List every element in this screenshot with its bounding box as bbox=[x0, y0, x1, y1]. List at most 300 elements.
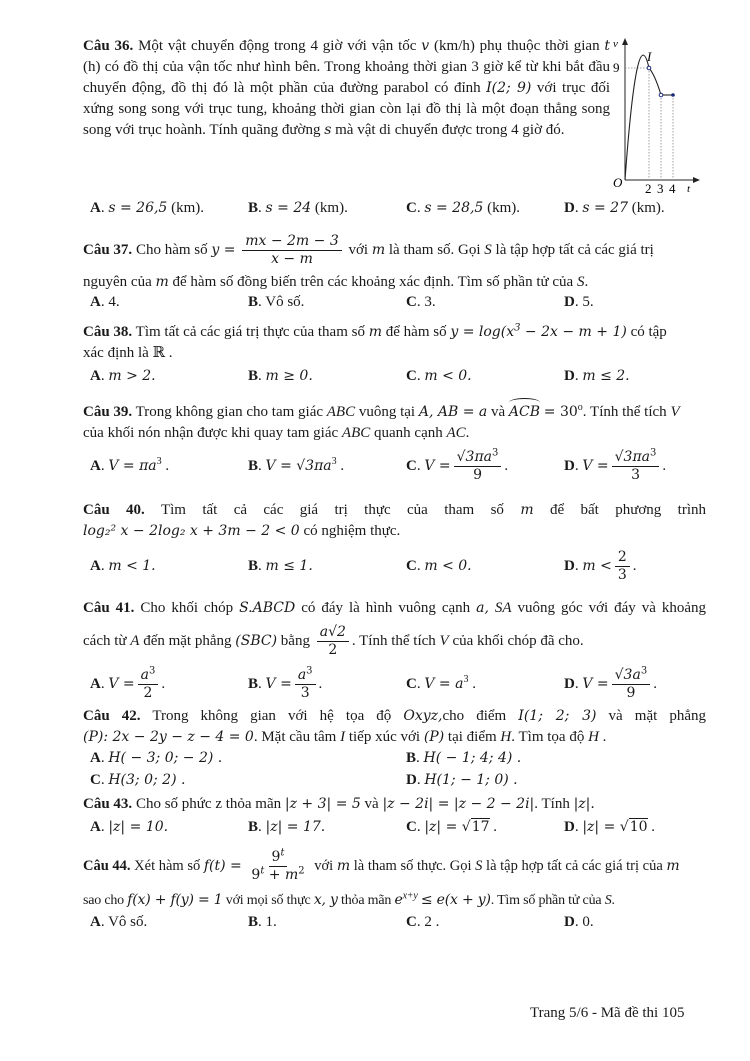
question-41 bbox=[83, 598, 706, 619]
question-39-text: và bbox=[491, 404, 506, 420]
fraction-numerator: mx − 2m − 3 bbox=[242, 234, 342, 251]
vertex-point: I(2; 9) bbox=[486, 80, 532, 96]
question-43-label: Câu 43. bbox=[83, 796, 133, 812]
option-text: Vô số. bbox=[265, 294, 305, 310]
question-41-text: bằng bbox=[280, 633, 310, 649]
plane-equation: (P): 2x − 2y − z − 4 = 0 bbox=[83, 729, 254, 745]
var-v: v bbox=[421, 38, 430, 54]
period: . bbox=[584, 274, 589, 290]
expr-part: y = log(x bbox=[450, 324, 515, 340]
function-f: f(t) = bbox=[203, 858, 242, 874]
option-key: A bbox=[90, 200, 101, 216]
x-tick-3: 3 bbox=[657, 181, 664, 195]
question-41-text: của khối chóp đã cho. bbox=[452, 633, 584, 649]
question-43-options bbox=[90, 815, 710, 839]
exponent: t bbox=[260, 865, 265, 877]
y-tick-9: 9 bbox=[613, 60, 620, 75]
question-42 bbox=[83, 706, 706, 727]
question-41-text: đến mặt phẳng bbox=[143, 633, 232, 649]
option-key: D bbox=[564, 914, 575, 930]
question-39-text: . Tính thể tích bbox=[582, 404, 667, 420]
question-44-text: là tham số thực. Gọi bbox=[353, 858, 472, 874]
option-b[interactable]: B. |z| = 17. bbox=[248, 819, 326, 835]
option-key: C bbox=[406, 558, 417, 574]
var-s: s bbox=[324, 122, 332, 138]
var-t: t bbox=[604, 38, 611, 54]
question-39-label: Câu 39. bbox=[83, 404, 133, 420]
parabola-curve-left bbox=[625, 68, 649, 180]
question-36-text: (h) có đồ thị của vận tốc như hình bên. Trong khoảng thời gian 3 giờ kể bbox=[83, 59, 522, 75]
option-d[interactable]: D. m < $\frac{2}{3}$ . bbox=[564, 548, 637, 584]
option-text: m ≤ 2. bbox=[582, 368, 630, 384]
question-38-options bbox=[90, 364, 710, 388]
option-c[interactable]: C. s = 28,5 (km). bbox=[406, 200, 521, 216]
question-40-line2 bbox=[83, 521, 400, 542]
question-39-options bbox=[90, 444, 710, 488]
fraction-denominator: 9 bbox=[626, 685, 636, 702]
option-b[interactable]: B. 1. bbox=[248, 914, 277, 930]
point-A: A bbox=[130, 633, 140, 649]
edge-ac: AC bbox=[446, 425, 466, 441]
option-text: H( − 1; 4; 4) . bbox=[423, 750, 522, 766]
origin-label: O bbox=[613, 175, 623, 190]
condition-expr: A, AB = a bbox=[418, 404, 488, 420]
question-42-options-row1 bbox=[90, 747, 710, 769]
question-36-text: là một đoạn thẳng song song với trục hoành. Tính quãng đường bbox=[83, 101, 610, 138]
option-key: A bbox=[90, 294, 101, 310]
degree-sign: o bbox=[577, 402, 583, 413]
period: . bbox=[647, 819, 656, 835]
triangle-abc: ABC bbox=[326, 404, 356, 420]
fraction-numerator: √3πa bbox=[614, 448, 651, 465]
question-44 bbox=[83, 842, 680, 890]
question-36-text: gian bbox=[573, 38, 600, 54]
option-unit: (km). bbox=[487, 200, 521, 216]
fraction-numerator: a bbox=[297, 666, 307, 683]
option-text: H(1; − 1; 0) . bbox=[424, 772, 518, 788]
fraction-numerator: 2 bbox=[615, 550, 630, 567]
option-text: m < 0. bbox=[424, 368, 472, 384]
question-42-text: . Tìm tọa độ bbox=[511, 729, 585, 745]
question-38-text: xác định là ℝ . bbox=[83, 345, 173, 361]
option-unit: (km). bbox=[314, 200, 348, 216]
distance-fraction bbox=[317, 625, 349, 659]
question-39 bbox=[83, 402, 706, 423]
pyramid-sabcd: S.ABCD bbox=[239, 600, 296, 616]
option-expr: s = 26,5 bbox=[108, 200, 168, 216]
option-prefix: |z| = √ bbox=[424, 819, 471, 835]
question-44-text: . Tìm số phần tử của bbox=[490, 893, 602, 908]
option-text: 3. bbox=[424, 294, 436, 310]
option-text: m ≥ 0. bbox=[265, 368, 313, 384]
question-37-text: là tham số. Gọi bbox=[388, 242, 481, 258]
option-key: B bbox=[248, 294, 259, 310]
option-b[interactable]: B. m ≤ 1. bbox=[248, 558, 313, 574]
question-36-options bbox=[90, 196, 710, 220]
question-41-text: vuông góc với đáy và khoảng bbox=[517, 600, 707, 616]
angle-acb: ACB bbox=[509, 402, 540, 423]
option-key: D bbox=[564, 458, 575, 474]
option-expr: V = a bbox=[424, 676, 464, 692]
option-key: A bbox=[90, 368, 101, 384]
question-41-line2 bbox=[83, 619, 584, 663]
option-d[interactable]: D. H(1; − 1; 0) . bbox=[406, 772, 518, 788]
question-37 bbox=[83, 228, 706, 272]
option-a[interactable]: A. 4. bbox=[90, 294, 120, 310]
option-key: B bbox=[406, 750, 417, 766]
radicand: 17 bbox=[471, 819, 490, 835]
modulus-target: |z|. bbox=[573, 796, 595, 812]
page-footer: Trang 5/6 - Mã đề thi 105 bbox=[530, 1005, 685, 1021]
inequality-expr: ≤ e(x + y) bbox=[420, 892, 491, 908]
fraction-denominator: 9 bbox=[251, 867, 261, 884]
question-36-text: chuyển được trong 4 giờ đó. bbox=[394, 122, 565, 138]
option-d[interactable]: D. V = $\frac{√3\pi a^3}{3}$ . bbox=[564, 447, 667, 484]
option-d[interactable]: D. m ≤ 2. bbox=[564, 368, 630, 384]
question-43-text: Cho số phức z thỏa mãn bbox=[135, 796, 282, 812]
fraction-denominator: x − m bbox=[271, 251, 313, 268]
point-3 bbox=[659, 93, 663, 97]
var-m: m bbox=[520, 502, 534, 518]
option-key: A bbox=[90, 914, 101, 930]
option-key: D bbox=[406, 772, 417, 788]
question-40-label: Câu 40. bbox=[83, 502, 145, 518]
option-key: A bbox=[90, 558, 101, 574]
option-c[interactable]: C. m < 0. bbox=[406, 558, 472, 574]
option-b[interactable]: B. m ≥ 0. bbox=[248, 368, 313, 384]
option-key: C bbox=[406, 368, 417, 384]
option-key: B bbox=[248, 458, 259, 474]
option-d[interactable]: D. 5. bbox=[564, 294, 594, 310]
point-4 bbox=[671, 93, 675, 97]
option-a[interactable]: A. $V = \pi a^3$ . bbox=[90, 456, 170, 474]
question-38-label: Câu 38. bbox=[83, 324, 133, 340]
exponent: 2 bbox=[298, 865, 305, 877]
option-text: 4. bbox=[108, 294, 120, 310]
exponent: 3 bbox=[492, 447, 499, 459]
point-I: I bbox=[340, 729, 346, 745]
option-unit: (km). bbox=[171, 200, 205, 216]
question-40-text: có nghiệm thực. bbox=[303, 523, 401, 539]
fraction-denominator: 2 bbox=[328, 642, 338, 659]
question-36-label: Câu 36. bbox=[83, 38, 134, 54]
question-41-text: . Tính thể tích bbox=[351, 633, 436, 649]
option-b[interactable]: B. s = 24 (km). bbox=[248, 200, 348, 216]
var-S: S bbox=[475, 858, 483, 874]
vertex-label: I bbox=[647, 49, 652, 64]
option-text: |z| = 10. bbox=[108, 819, 169, 835]
option-c[interactable]: C. |z| = √17 . bbox=[406, 819, 498, 835]
question-42-line2: (P): 2x − 2y − z − 4 = 0. Mặt cầu tâm I tiếp xúc với (P) tại điểm H. Tìm tọa độ H . bbox=[83, 729, 607, 745]
point-H: H bbox=[500, 729, 512, 745]
fraction-denominator: 3 bbox=[300, 685, 310, 702]
option-unit: (km). bbox=[631, 200, 665, 216]
fraction-denominator: 3 bbox=[631, 467, 640, 484]
option-d[interactable]: D. |z| = √10 . bbox=[564, 819, 656, 835]
option-text: m > 2. bbox=[108, 368, 156, 384]
var-m: m bbox=[368, 324, 382, 340]
option-key: B bbox=[248, 200, 259, 216]
vars-xy: x, y bbox=[313, 892, 338, 908]
option-key: A bbox=[90, 819, 101, 835]
exponent: 3 bbox=[514, 322, 521, 334]
fraction-numerator: a√2 bbox=[317, 625, 349, 642]
option-fraction bbox=[295, 665, 316, 702]
question-38-text: có tập bbox=[630, 324, 667, 340]
function-fraction bbox=[242, 234, 342, 268]
var-m: m bbox=[666, 858, 680, 874]
option-d[interactable]: D. V = $\frac{√3a^3}{9}$ . bbox=[564, 665, 657, 702]
option-key: D bbox=[564, 294, 575, 310]
option-text: 5. bbox=[582, 294, 594, 310]
triangle-abc: ABC bbox=[341, 425, 371, 441]
var-m: m bbox=[155, 274, 169, 290]
question-43-text: . Tính bbox=[534, 796, 570, 812]
option-key: D bbox=[564, 558, 575, 574]
point-H: H bbox=[588, 729, 599, 745]
question-36-text: từ khi bắt đầu chuyển động, đồ thị đó là một phần của đường parabol có đỉnh bbox=[83, 59, 611, 96]
question-42-label: Câu 42. bbox=[83, 708, 141, 724]
angle-value: = 30 bbox=[543, 404, 578, 420]
option-key: C bbox=[90, 772, 101, 788]
var-S: S bbox=[604, 893, 612, 908]
question-44-text: sao cho bbox=[83, 893, 124, 908]
question-42-text: tại điểm bbox=[447, 729, 497, 745]
var-a: a, bbox=[476, 600, 489, 616]
question-41-label: Câu 41. bbox=[83, 600, 135, 616]
option-text: m ≤ 1. bbox=[265, 558, 313, 574]
option-a[interactable]: A. |z| = 10. bbox=[90, 819, 169, 835]
question-36-text: (km/h) phụ thuộc thời bbox=[434, 38, 569, 54]
question-42-text: . Mặt cầu tâm bbox=[253, 729, 337, 745]
question-43 bbox=[83, 794, 595, 815]
option-fraction bbox=[612, 447, 660, 484]
option-key: D bbox=[564, 676, 575, 692]
option-a[interactable]: A. m < 1. bbox=[90, 558, 156, 574]
question-37-options bbox=[90, 290, 710, 314]
plane-sbc: (SBC) bbox=[235, 633, 278, 649]
var-S: S bbox=[576, 274, 585, 290]
question-44-options bbox=[90, 910, 710, 934]
option-key: B bbox=[248, 819, 259, 835]
y-axis-arrow bbox=[622, 38, 628, 45]
option-key: C bbox=[406, 676, 417, 692]
period: . bbox=[489, 819, 498, 835]
exponent: 3 bbox=[650, 447, 657, 459]
inequality-expr: log₂² x − 2log₂ x + 3m − 2 < 0 bbox=[83, 523, 300, 539]
option-key: C bbox=[406, 200, 417, 216]
x-axis-label: t bbox=[687, 183, 691, 195]
option-b[interactable]: B. H( − 1; 4; 4) . bbox=[406, 750, 522, 766]
option-c[interactable]: C. 2 . bbox=[406, 914, 440, 930]
option-text: H( − 3; 0; − 2) . bbox=[108, 750, 223, 766]
option-expr: s = 27 bbox=[582, 200, 628, 216]
option-b[interactable]: B. V = $\frac{a^3}{3}$ . bbox=[248, 665, 323, 702]
option-text: 0. bbox=[582, 914, 594, 930]
period: . bbox=[465, 425, 470, 441]
question-37-label: Câu 37. bbox=[83, 242, 133, 258]
option-text: |z| = 17. bbox=[265, 819, 326, 835]
option-key: A bbox=[90, 750, 101, 766]
var-V: V bbox=[439, 633, 449, 649]
option-text: 1. bbox=[265, 914, 277, 930]
fraction-denominator: + m bbox=[264, 867, 299, 884]
question-39-text: quanh cạnh bbox=[374, 425, 443, 441]
option-text: 2 . bbox=[424, 914, 440, 930]
option-key: D bbox=[564, 368, 575, 384]
question-44-text: thỏa mãn bbox=[341, 893, 392, 908]
question-37-text: với bbox=[348, 242, 369, 258]
question-43-text: và bbox=[364, 796, 379, 812]
option-d[interactable]: D. 0. bbox=[564, 914, 594, 930]
option-text: H(3; 0; 2) . bbox=[108, 772, 186, 788]
option-prefix: V = bbox=[582, 676, 609, 692]
option-expr: V = πa bbox=[108, 458, 157, 474]
fraction-numerator: 9 bbox=[271, 848, 281, 865]
option-expr: s = 24 bbox=[265, 200, 312, 216]
option-text: m < 1. bbox=[108, 558, 156, 574]
exp-base: e bbox=[394, 892, 403, 908]
option-key: D bbox=[564, 819, 575, 835]
question-39-text: Trong không gian cho tam giác bbox=[135, 404, 324, 420]
velocity-graph bbox=[605, 35, 705, 195]
exponent: t bbox=[280, 847, 285, 859]
option-a[interactable]: A. m > 2. bbox=[90, 368, 156, 384]
question-40-options bbox=[90, 546, 710, 586]
period: . bbox=[611, 893, 615, 908]
option-prefix: |z| = √ bbox=[582, 819, 629, 835]
exponent: 3 bbox=[149, 665, 156, 677]
option-key: B bbox=[248, 368, 259, 384]
question-36-text: mà vật di bbox=[335, 122, 391, 138]
question-38-text: Tìm tất cả các giá trị thực của tham số bbox=[135, 324, 365, 340]
question-39-text: của khối nón nhận được khi quay tam giác bbox=[83, 425, 339, 441]
var-S: S bbox=[484, 242, 492, 258]
var-m: m bbox=[336, 858, 351, 874]
question-39-line2 bbox=[83, 423, 469, 444]
question-41-options bbox=[90, 662, 710, 706]
option-text: Vô số. bbox=[108, 914, 148, 930]
option-d[interactable]: D. s = 27 (km). bbox=[564, 200, 665, 216]
var-m: m bbox=[371, 242, 386, 258]
coordinate-system: Oxyz, bbox=[403, 708, 443, 724]
radicand: 10 bbox=[629, 819, 648, 835]
fraction-denominator: 9 bbox=[473, 467, 482, 484]
option-a[interactable]: A. V = $\frac{a^3}{2}$ . bbox=[90, 665, 166, 702]
option-key: C bbox=[406, 819, 417, 835]
option-a[interactable]: A. s = 26,5 (km). bbox=[90, 200, 205, 216]
option-c[interactable]: C. m < 0. bbox=[406, 368, 472, 384]
fraction-denominator: 3 bbox=[617, 567, 627, 584]
question-44-text: Xét hàm số bbox=[134, 858, 201, 874]
fraction-numerator: √3a bbox=[614, 666, 641, 683]
option-key: D bbox=[564, 200, 575, 216]
exponent: x+y bbox=[402, 890, 418, 902]
question-37-text: để hàm số đồng biến trên các khoảng xác định. Tìm số phần tử của bbox=[172, 274, 574, 290]
question-38 bbox=[83, 322, 706, 343]
option-a[interactable]: A. Vô số. bbox=[90, 914, 148, 930]
option-c[interactable]: C. H(3; 0; 2) . bbox=[90, 772, 186, 788]
option-expr: s = 28,5 bbox=[424, 200, 484, 216]
question-37-text: Cho hàm số bbox=[135, 242, 208, 258]
var-V: V bbox=[670, 404, 680, 420]
exponent: 3 bbox=[306, 665, 313, 677]
question-44-label: Câu 44. bbox=[83, 858, 131, 874]
question-40 bbox=[83, 500, 706, 521]
question-44-text: với bbox=[314, 858, 334, 874]
option-fraction bbox=[615, 550, 630, 584]
question-37-text: nguyên của bbox=[83, 274, 152, 290]
question-42-options-row2 bbox=[90, 769, 710, 791]
x-tick-2: 2 bbox=[645, 181, 652, 195]
question-36-text: với trục đối xứng song song với trục tung, khoảng thời gian còn lại đồ thị bbox=[83, 80, 611, 117]
option-prefix: V = bbox=[424, 458, 451, 474]
option-b[interactable]: B. $V = √3\pi a^3$ . bbox=[248, 456, 345, 474]
x-tick-4: 4 bbox=[669, 181, 676, 195]
option-key: C bbox=[406, 914, 417, 930]
parabola-curve bbox=[625, 55, 661, 180]
option-c[interactable]: C. V = $\frac{√3\pi a^3}{9}$ . bbox=[406, 447, 509, 484]
option-a[interactable]: A. H( − 3; 0; − 2) . bbox=[90, 750, 223, 766]
point-I: I(1; 2; 3) bbox=[518, 708, 597, 724]
question-44-line2 bbox=[83, 890, 615, 911]
fraction-numerator: a bbox=[140, 666, 149, 683]
function-fraction bbox=[248, 847, 307, 884]
question-39-text: vuông tại bbox=[358, 404, 416, 420]
question-44-text: với mọi số thực bbox=[225, 893, 311, 908]
question-38-line2 bbox=[83, 343, 173, 364]
option-key: B bbox=[248, 558, 259, 574]
option-prefix: V = bbox=[265, 676, 292, 692]
vertex-dot bbox=[647, 66, 651, 70]
x-axis-arrow bbox=[693, 177, 700, 183]
edge-sa: SA bbox=[494, 600, 512, 616]
function-equation: f(x) + f(y) = 1 bbox=[127, 892, 223, 908]
option-b[interactable]: B. Vô số. bbox=[248, 294, 305, 310]
option-key: C bbox=[406, 294, 417, 310]
option-key: B bbox=[248, 676, 259, 692]
option-prefix: V = bbox=[108, 676, 135, 692]
question-37-text: là tập hợp tất cả các giá trị bbox=[495, 242, 654, 258]
fraction-numerator: √3πa bbox=[456, 448, 493, 465]
option-key: A bbox=[90, 676, 101, 692]
question-42-text: Trong không gian với hệ tọa độ bbox=[152, 708, 392, 724]
question-38-text: để hàm số bbox=[385, 324, 447, 340]
question-36 bbox=[83, 36, 610, 141]
plane-P: (P) bbox=[423, 729, 445, 745]
option-c[interactable]: C. 3. bbox=[406, 294, 436, 310]
option-key: C bbox=[406, 458, 417, 474]
question-40-text: Tìm tất cả các giá trị thực của tham số bbox=[160, 502, 504, 518]
log-expression bbox=[450, 324, 626, 340]
modulus-condition-2: |z − 2i| = |z − 2 − 2i| bbox=[382, 796, 535, 812]
question-44-text: là tập hợp tất cả các giá trị của bbox=[486, 858, 663, 874]
option-key: B bbox=[248, 914, 259, 930]
option-text: m < bbox=[582, 558, 612, 574]
option-fraction bbox=[138, 665, 159, 702]
modulus-condition-1: |z + 3| = 5 bbox=[284, 796, 361, 812]
question-36-text: Một vật chuyển động trong 4 giờ với vận tốc bbox=[138, 38, 417, 54]
fraction-denominator: 2 bbox=[143, 685, 153, 702]
option-c[interactable]: C. $V = a^3$ . bbox=[406, 674, 476, 692]
expr-part: − 2x − m + 1) bbox=[524, 324, 627, 340]
option-fraction bbox=[454, 447, 502, 484]
option-prefix: V = bbox=[582, 458, 609, 474]
option-fraction bbox=[612, 665, 651, 702]
question-40-text: để bất phương trình bbox=[549, 502, 707, 518]
y-axis-label: v bbox=[613, 38, 618, 50]
option-expr: V = √3πa bbox=[265, 458, 332, 474]
